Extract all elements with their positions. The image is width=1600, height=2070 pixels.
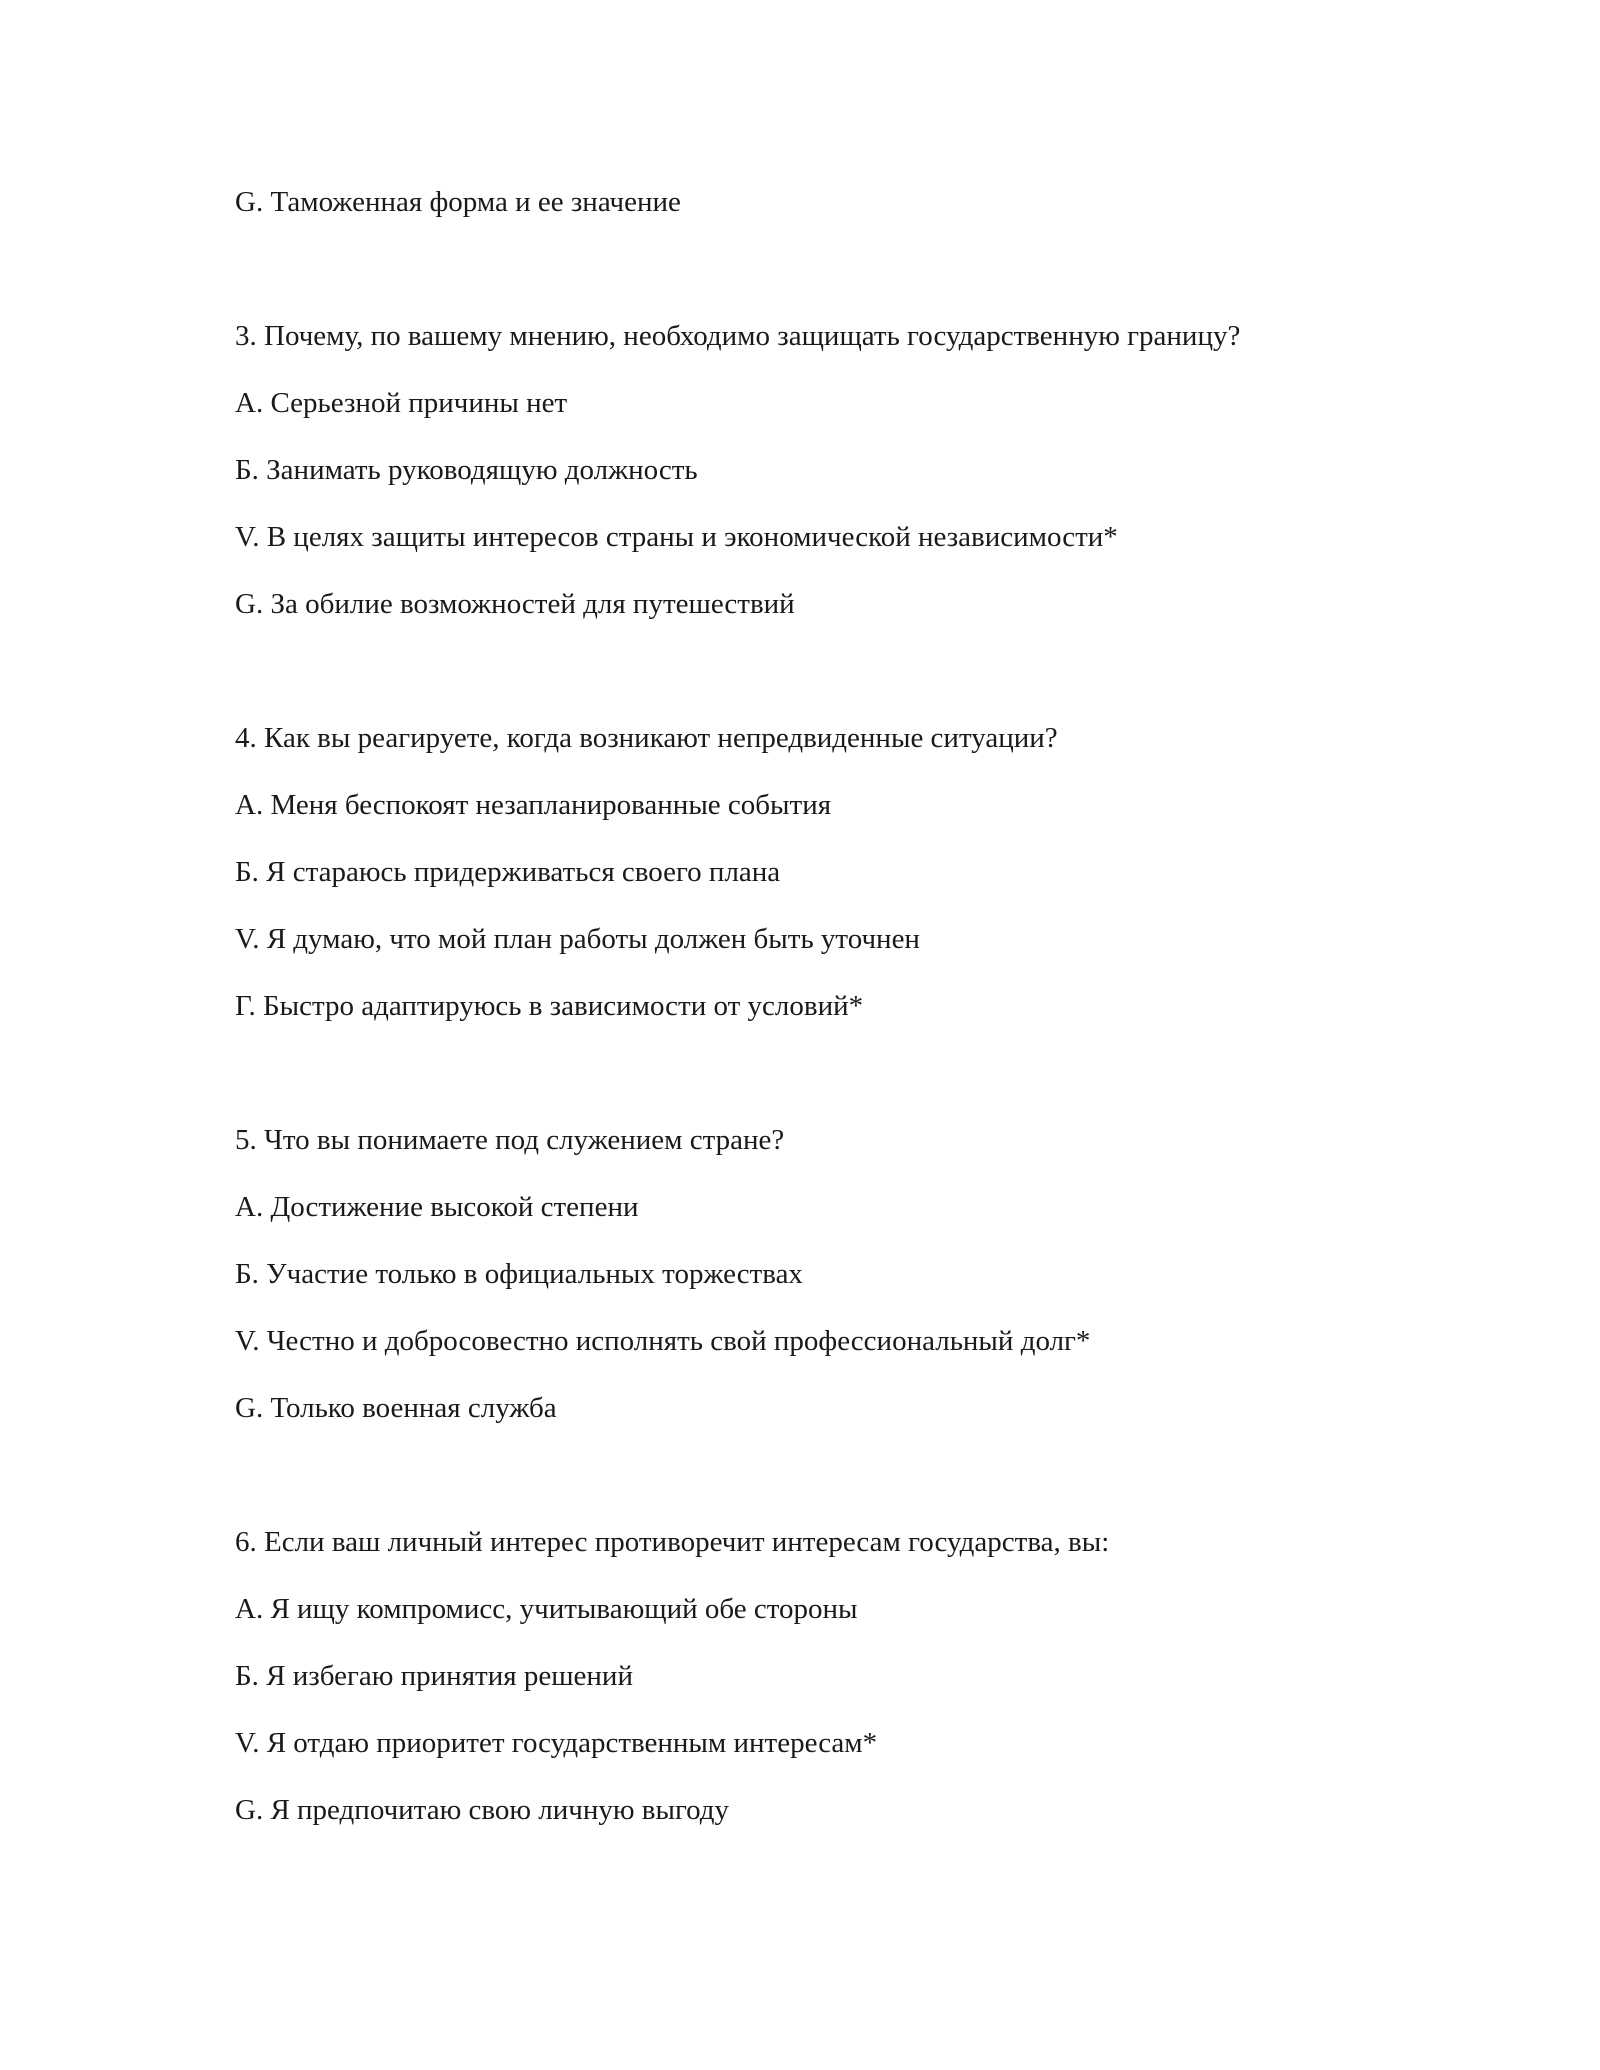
answer-option: V. Я отдаю приоритет государственным интересам* xyxy=(235,1727,878,1759)
answer-option: V. Честно и добросовестно исполнять свой профессиональный долг* xyxy=(235,1325,1091,1357)
answer-option: G. За обилие возможностей для путешествий xyxy=(235,588,795,620)
document-content xyxy=(235,185,1435,1860)
spacer xyxy=(235,1056,1435,1123)
question-text: 3. Почему, по вашему мнению, необходимо защищать государственную границу? xyxy=(235,320,1241,352)
question-block-4 xyxy=(235,721,1435,1023)
answer-option: Б. Занимать руководящую должность xyxy=(235,454,698,486)
question-text: 4. Как вы реагируете, когда возникают непредвиденные ситуации? xyxy=(235,722,1058,754)
spacer xyxy=(235,1458,1435,1525)
answer-option: V. В целях защиты интересов страны и экономической независимости* xyxy=(235,521,1118,553)
answer-option: G. Только военная служба xyxy=(235,1392,557,1424)
previous-question-option: G. Таможенная форма и ее значение xyxy=(235,186,681,218)
answer-option: Б. Я избегаю принятия решений xyxy=(235,1660,633,1692)
answer-option: G. Я предпочитаю свою личную выгоду xyxy=(235,1794,730,1826)
question-block-5 xyxy=(235,1123,1435,1425)
answer-option: V. Я думаю, что мой план работы должен быть уточнен xyxy=(235,923,920,955)
answer-option: Б. Участие только в официальных торжествах xyxy=(235,1258,803,1290)
spacer xyxy=(235,252,1435,319)
question-text: 5. Что вы понимаете под служением стране? xyxy=(235,1124,785,1156)
spacer xyxy=(235,654,1435,721)
question-block-3 xyxy=(235,319,1435,621)
answer-option: A. Меня беспокоят незапланированные события xyxy=(235,789,832,821)
question-text: 6. Если ваш личный интерес противоречит интересам государства, вы: xyxy=(235,1526,1110,1558)
question-block-6 xyxy=(235,1525,1435,1827)
answer-option: A. Я ищу компромисс, учитывающий обе стороны xyxy=(235,1593,858,1625)
answer-option: Б. Я стараюсь придерживаться своего плана xyxy=(235,856,781,888)
answer-option: A. Достижение высокой степени xyxy=(235,1191,639,1223)
answer-option: Г. Быстро адаптируюсь в зависимости от условий* xyxy=(235,990,864,1022)
answer-option: A. Серьезной причины нет xyxy=(235,387,568,419)
